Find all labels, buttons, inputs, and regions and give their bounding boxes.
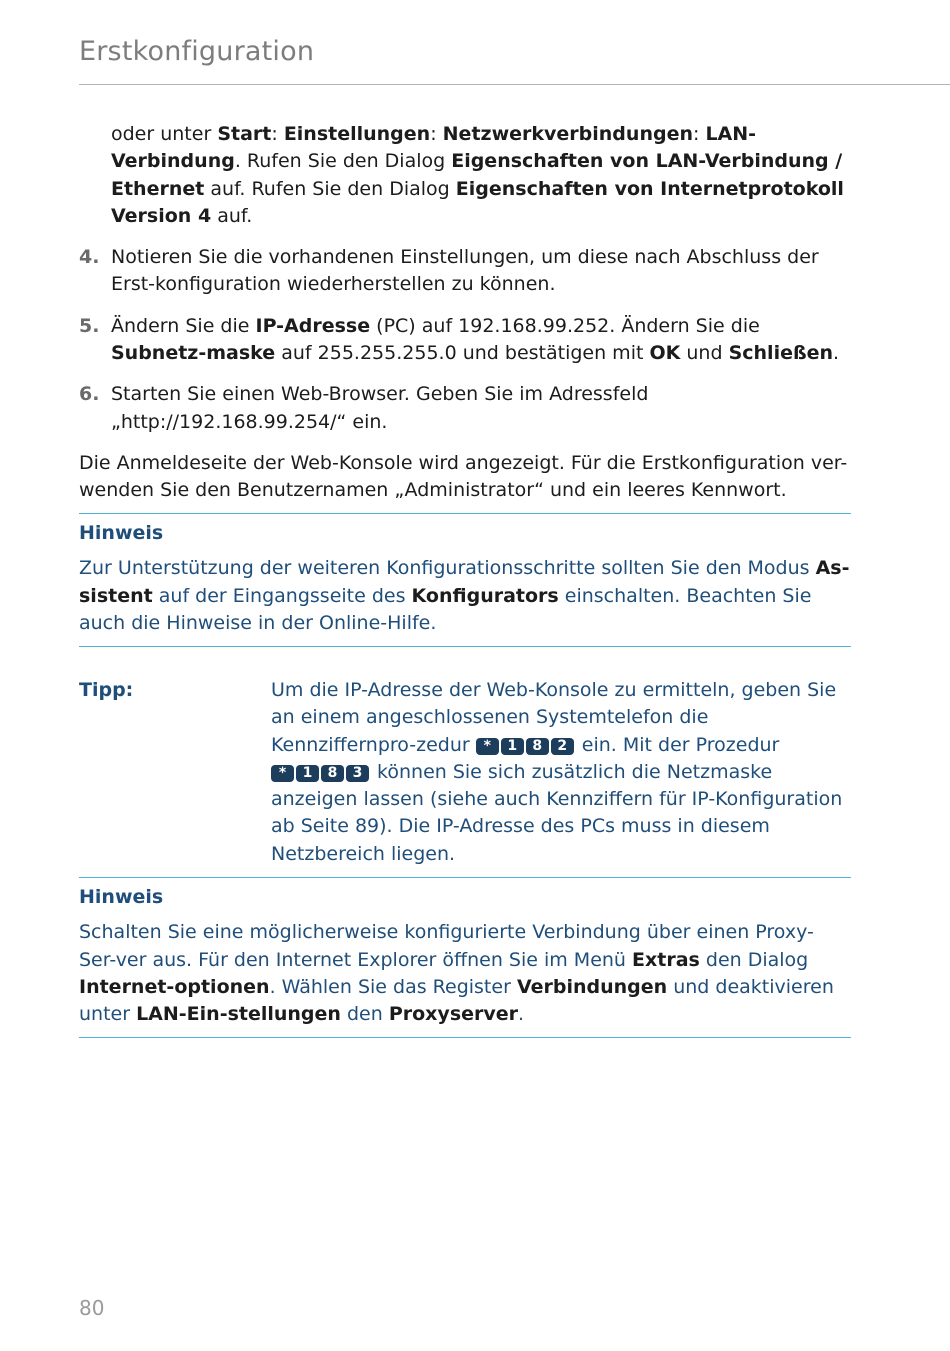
text: den xyxy=(340,1003,389,1026)
term-assistent: As-sistent xyxy=(79,557,850,607)
text: . Wählen Sie das Register xyxy=(269,975,517,998)
digit-key: 2 xyxy=(551,738,574,755)
digit-key: 1 xyxy=(501,738,524,755)
star-key-icon: * xyxy=(476,738,499,755)
text: den Dialog xyxy=(699,948,809,971)
tip-box xyxy=(79,677,851,868)
menu-einstellungen: Einstellungen xyxy=(283,123,431,145)
key-code-182 xyxy=(476,734,576,756)
text: Schalten Sie eine möglicherweise konfigurierte Verbindung über einen Proxy-Ser-ver aus. Für den Internet Explorer öffnen Sie im Menü xyxy=(79,921,814,971)
dialog-lan-eigenschaften: Eigenschaften von LAN-Verbindung / Ethernet xyxy=(111,150,843,200)
page-header-title: Erstkonfiguration xyxy=(79,36,315,67)
note-box-2 xyxy=(79,877,851,1038)
summary-paragraph: Die Anmeldeseite der Web-Konsole wird angezeigt. Für die Erstkonfiguration ver-wenden Sie den Benutzernamen „Administrator“ und ein leeres Kennwort. xyxy=(79,451,848,502)
term-lan-einstellungen: LAN-Ein-stellungen xyxy=(136,1003,341,1026)
term-internetoptionen: Internet-optionen xyxy=(79,975,270,998)
step-number: 6. xyxy=(79,383,100,406)
tip-label: Tipp: xyxy=(79,679,134,701)
text: : xyxy=(430,123,443,145)
text: (PC) auf 192.168.99.252. Ändern Sie die xyxy=(370,314,760,337)
text: auf 255.255.255.0 und bestätigen mit xyxy=(275,342,650,365)
text: auf. xyxy=(211,204,253,227)
text: : xyxy=(271,123,284,145)
note-title: Hinweis xyxy=(79,522,164,544)
text: einschalten. Beachten Sie auch die Hinweise in der Online-Hilfe. xyxy=(79,584,812,634)
header-divider xyxy=(79,84,950,85)
term-extras: Extras xyxy=(632,948,700,971)
text-line: „http://192.168.99.254/“ ein. xyxy=(111,410,388,433)
digit-key: 1 xyxy=(296,765,319,782)
term-subnetzmaske: Subnetz-maske xyxy=(111,342,276,365)
step-text xyxy=(111,313,851,368)
term-ok: OK xyxy=(649,342,681,365)
text: . Rufen Sie den Dialog xyxy=(234,150,452,173)
text: können Sie sich zusätzlich die Netzmaske anzeigen lassen (siehe auch Kennziffern für IP-Konfiguration ab Seite 89). Die IP-Adresse des PCs muss in diesem Netzbereich liegen. xyxy=(271,760,843,865)
note-title: Hinweis xyxy=(79,886,164,908)
text: und xyxy=(680,342,729,365)
term-ip-adresse: IP-Adresse xyxy=(255,314,371,337)
step-5 xyxy=(79,313,851,368)
key-code-183 xyxy=(271,761,371,783)
digit-key: 3 xyxy=(346,765,369,782)
text: . xyxy=(833,342,840,365)
step-6 xyxy=(79,381,851,436)
term-schliessen: Schließen xyxy=(728,342,834,365)
text: auf. Rufen Sie den Dialog xyxy=(204,177,456,200)
digit-key: 8 xyxy=(526,738,549,755)
instructions xyxy=(79,121,851,505)
step-3-continuation xyxy=(111,121,851,230)
note-body xyxy=(79,555,851,637)
term-proxyserver: Proxyserver xyxy=(388,1003,519,1026)
digit-key: 8 xyxy=(321,765,344,782)
text: Um die IP-Adresse der Web-Konsole zu ermitteln, geben Sie an einem angeschlossenen Systemtelefon die Kennziffernpro-zedur xyxy=(271,679,837,756)
menu-netzwerkverbindungen: Netzwerkverbindungen xyxy=(442,123,693,145)
text: . xyxy=(518,1003,525,1026)
tip-body xyxy=(271,677,851,868)
step-4 xyxy=(79,244,851,299)
step-text xyxy=(111,381,851,436)
menu-start: Start xyxy=(217,123,272,145)
text: auf der Eingangsseite des xyxy=(152,584,412,607)
text: Ändern Sie die xyxy=(111,314,256,337)
dialog-ipv4-eigenschaften: Eigenschaften von Internetprotokoll Version 4 xyxy=(111,177,844,227)
note-box-1 xyxy=(79,513,851,647)
text: oder unter xyxy=(111,123,218,145)
step-number: 4. xyxy=(79,246,100,269)
text-line: Starten Sie einen Web-Browser. Geben Sie im Adressfeld xyxy=(111,383,649,406)
step-text: Notieren Sie die vorhandenen Einstellungen, um diese nach Abschluss der Erst-konfiguration wiederherstellen zu können. xyxy=(111,246,819,296)
text: : xyxy=(692,123,706,145)
text: Zur Unterstützung der weiteren Konfigurationsschritte sollten Sie den Modus xyxy=(79,557,816,580)
menu-lan-verbindung: LAN-Verbindung xyxy=(111,123,757,173)
text: und deaktivieren unter xyxy=(79,975,834,1026)
note-body xyxy=(79,919,851,1028)
term-verbindungen: Verbindungen xyxy=(516,975,668,998)
step-number: 5. xyxy=(79,314,100,337)
page-number: 80 xyxy=(79,1296,105,1320)
term-konfigurators: Konfigurators xyxy=(411,584,559,607)
star-key-icon: * xyxy=(271,765,294,782)
text: ein. Mit der Prozedur xyxy=(575,733,780,756)
